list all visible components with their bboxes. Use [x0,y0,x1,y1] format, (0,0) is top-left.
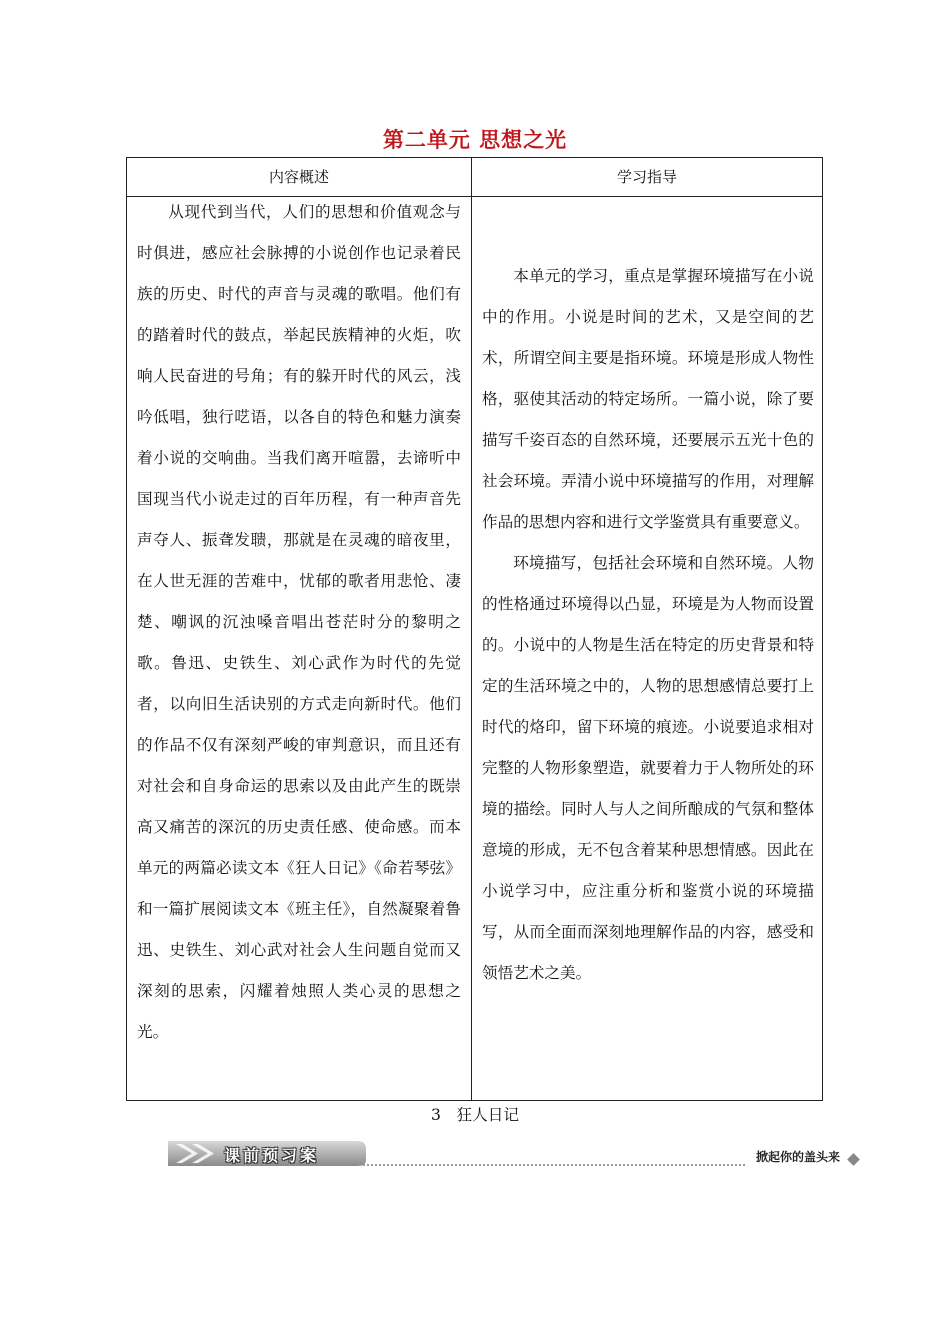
content-table [126,157,823,1101]
banner-dotted-line [358,1164,745,1166]
table-header-overview: 内容概述 [268,168,329,186]
overview-cell [137,192,461,1053]
overview-paragraph: 从现代到当代，人们的思想和价值观念与时俱进，感应社会脉搏的小说创作也记录着民族的历史、时代的声音与灵魂的歌唱。他们有的踏着时代的鼓点，举起民族精神的火炬，吹响人民奋进的号角；有的躲开时代的风云，浅吟低唱，独行呓语，以各自的特色和魅力演奏着小说的交响曲。当我们离开喧嚣，去谛听中国现当代小说走过的百年历程，有一种声音先声夺人、振聋发聩，那就是在灵魂的暗夜里，在人世无涯的苦难中，忧郁的歌者用悲怆、凄楚、嘲讽的沉浊嗓音唱出苍茫时分的黎明之歌。鲁迅、史铁生、刘心武作为时代的先觉者，以向旧生活诀别的方式走向新时代。他们的作品不仅有深刻严峻的审判意识，而且还有对社会和自身命运的思索以及由此产生的既崇高又痛苦的深沉的历史责任感、使命感。而本单元的两篇必读文本《狂人日记》《命若琴弦》和一篇扩展阅读文本《班主任》，自然凝聚着鲁迅、史铁生、刘心武对社会人生问题自觉而又深刻的思索，闪耀着烛照人类心灵的思想之光。 [137,203,461,1041]
lesson-title: 3 狂人日记 [431,1106,519,1124]
table-divider-vertical [471,158,472,1100]
table-header-guidance: 学习指导 [616,168,677,186]
banner-right-text: 掀起你的盖头来 [755,1150,840,1164]
diamond-icon [847,1153,860,1166]
unit-title: 第二单元 思想之光 [382,128,568,152]
banner-label: 课前预习案 [224,1146,320,1165]
guidance-cell [482,256,814,994]
section-banner [168,1138,860,1168]
guidance-paragraph: 本单元的学习，重点是掌握环境描写在小说中的作用。小说是时间的艺术，又是空间的艺术，所谓空间主要是指环境。环境是形成人物性格，驱使其活动的特定场所。一篇小说，除了要描写千姿百态的自然环境，还要展示五光十色的社会环境。弄清小说中环境描写的作用，对理解作品的思想内容和进行文学鉴赏具有重要意义。 [482,267,814,531]
guidance-paragraph: 环境描写，包括社会环境和自然环境。人物的性格通过环境得以凸显，环境是为人物而设置的。小说中的人物是生活在特定的历史背景和特定的生活环境之中的，人物的思想感情总要打上时代的烙印，留下环境的痕迹。小说要追求相对完整的人物形象塑造，就要着力于人物所处的环境的描绘。同时人与人之间所酿成的气氛和整体意境的形成，无不包含着某种思想情感。因此在小说学习中，应注重分析和鉴赏小说的环境描写，从而全面而深刻地理解作品的内容，感受和领悟艺术之美。 [482,554,814,982]
